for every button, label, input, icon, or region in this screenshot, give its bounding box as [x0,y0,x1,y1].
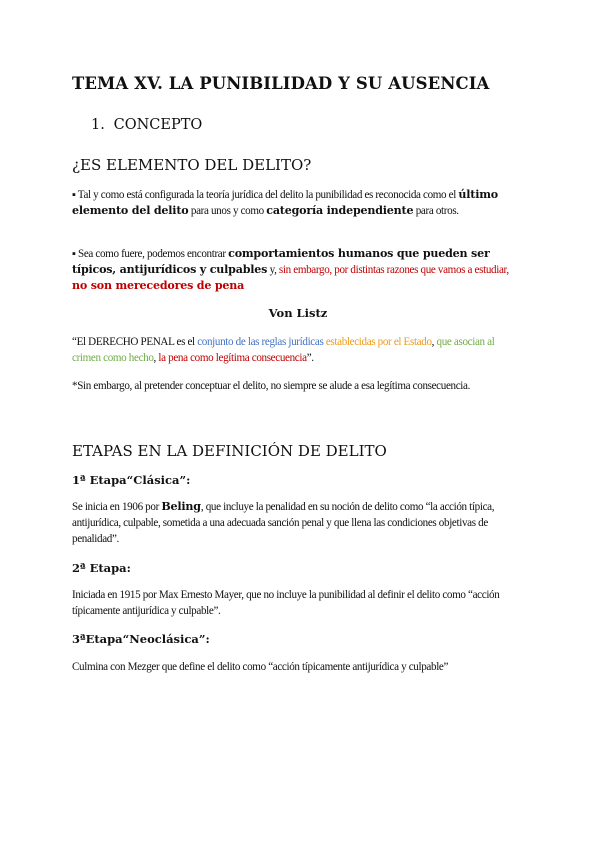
text-run: , [153,352,159,364]
text-run: , [431,336,437,348]
question-heading: ¿ES ELEMENTO DEL DELITO? [72,156,312,174]
text-run: para unos y como [188,205,267,217]
text-run: , que incluye la penalidad en su noción de delito como “la acción típica, antijurídica, culpable, sometida a una adecuada sanción penal y que llena las condiciones objetivas de penalidad”. [72,501,495,545]
etapa-2-text: Iniciada en 1915 por Max Ernesto Mayer, que no incluye la punibilidad al definir el delito como “acción típicamente antijurídica y culpable”. [72,589,500,617]
orange-run: establecidas por el Estado [325,336,432,348]
text-run: para otros. [413,205,459,217]
quote-paragraph [72,334,524,366]
bullet-paragraph-1 [72,187,524,219]
etapa-1-text [72,499,524,547]
bold-run: Beling [161,500,201,513]
note-paragraph: *Sin embargo, al pretender conceptuar el delito, no siempre se alude a esa legítima consecuencia. [72,380,471,392]
text-run: ▪ Tal y como está configurada la teoría jurídica del delito la punibilidad es reconocida como el [72,189,459,201]
etapas-heading: ETAPAS EN LA DEFINICIÓN DE DELITO [72,442,387,460]
bullet-paragraph-2 [72,246,524,294]
etapa-3-text: Culmina con Mezger que define el delito como “acción típicamente antijurídica y culpable” [72,661,449,673]
etapa-3-title: 3ªEtapa“Neoclásica”: [72,632,210,646]
bold-run: último elemento del delito [72,188,498,217]
section-number: 1. [91,117,105,133]
etapa-1-title: 1ª Etapa“Clásica”: [72,473,191,487]
red-run: la pena como legítima consecuencia [158,352,307,364]
text-run: ▪ Sea como fuere, podemos encontrar [72,248,229,260]
section-heading [91,117,524,133]
red-bold-run: no son merecedores de pena [72,279,245,292]
etapa-2-title: 2ª Etapa: [72,561,131,575]
red-run: sin embargo, por distintas razones que vamos a estudiar, [278,264,509,276]
text-run: y, [267,264,279,276]
text-run: ”. [306,352,314,364]
text-run: Se inicia en 1906 por [72,501,162,513]
document-title: TEMA XV. LA PUNIBILIDAD Y SU AUSENCIA [72,74,490,93]
green-run: que asocian al crimen como hecho [72,336,495,364]
section-label: CONCEPTO [113,117,203,133]
text-run: “El DERECHO PENAL es el [72,336,198,348]
bold-run: comportamientos humanos que pueden ser típicos, antijurídicos y culpables [72,247,490,276]
blue-run: conjunto de las reglas jurídicas [197,336,326,348]
bold-run: categoría independiente [266,204,414,217]
author-name: Von Listz [268,306,328,320]
